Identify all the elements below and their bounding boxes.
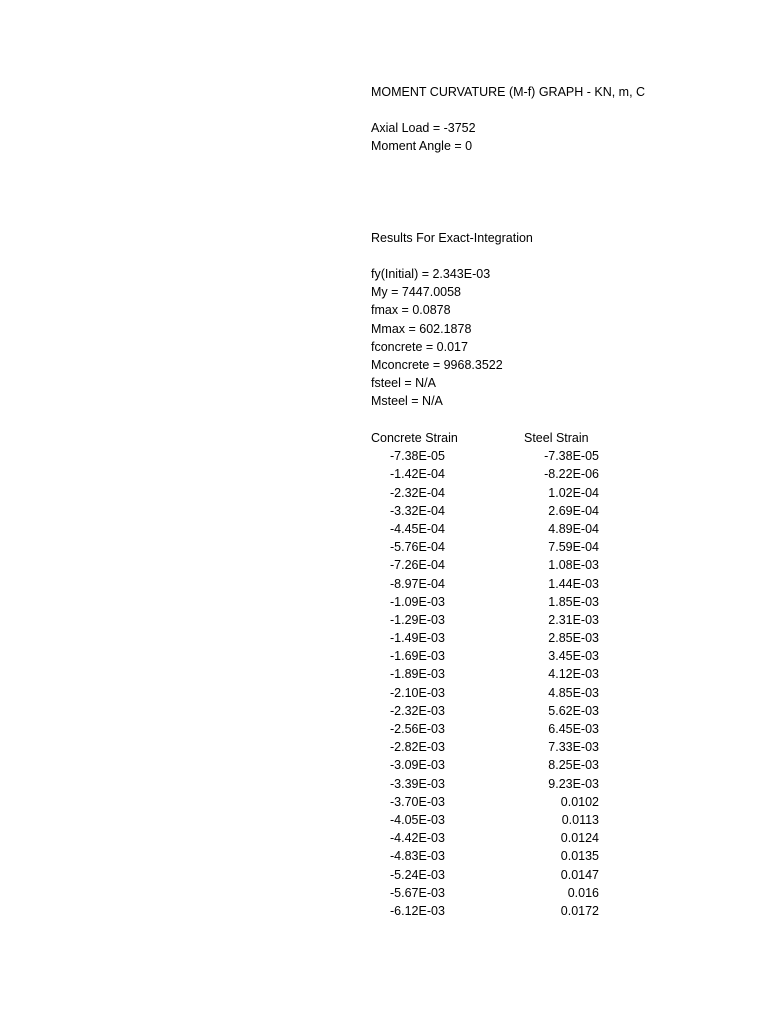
concrete-strain-cell: -3.70E-03	[390, 794, 445, 809]
steel-strain-cell: -7.38E-05	[544, 449, 599, 464]
axial-load-text: Axial Load = -3752	[371, 121, 476, 135]
concrete-strain-cell: -2.32E-04	[390, 485, 445, 500]
concrete-strain-cell: -5.67E-03	[390, 885, 445, 900]
steel-strain-cell: 5.62E-03	[548, 703, 599, 718]
concrete-strain-cell: -2.82E-03	[390, 740, 445, 755]
steel-strain-cell: 8.25E-03	[548, 758, 599, 773]
steel-strain-cell: 0.0113	[561, 812, 599, 827]
result-line-fconcrete: fconcrete = 0.017	[371, 339, 468, 354]
steel-strain-cell: 4.85E-03	[548, 685, 599, 700]
steel-strain-header: Steel Strain	[524, 431, 589, 445]
table-row	[371, 465, 611, 483]
concrete-strain-cell: -3.39E-03	[390, 776, 445, 791]
strain-table-body	[371, 447, 611, 920]
strain-table	[371, 429, 611, 920]
table-row	[371, 884, 611, 902]
table-row	[371, 684, 611, 702]
concrete-strain-cell: -1.89E-03	[390, 667, 445, 682]
table-row	[371, 520, 611, 538]
steel-strain-cell: 0.0147	[560, 867, 599, 882]
concrete-strain-cell: -2.32E-03	[390, 703, 445, 718]
steel-strain-cell: 0.0102	[560, 794, 599, 809]
page-title: MOMENT CURVATURE (M-f) GRAPH - KN, m, C	[371, 85, 646, 99]
results-summary	[371, 265, 503, 411]
concrete-strain-cell: -4.05E-03	[390, 812, 445, 827]
concrete-strain-cell: -5.76E-04	[390, 540, 445, 555]
result-line-msteel: Msteel = N/A	[371, 394, 443, 409]
result-line-fmax: fmax = 0.0878	[371, 303, 451, 318]
steel-strain-cell: 2.85E-03	[548, 631, 599, 646]
result-line-mmax: Mmax = 602.1878	[371, 321, 472, 336]
steel-strain-cell: 4.89E-04	[548, 521, 599, 536]
results-heading: Results For Exact-Integration	[371, 231, 533, 245]
concrete-strain-cell: -1.09E-03	[390, 594, 445, 609]
result-line-my: My = 7447.0058	[371, 285, 461, 300]
steel-strain-cell: 4.12E-03	[548, 667, 599, 682]
table-row	[371, 629, 611, 647]
concrete-strain-cell: -2.10E-03	[390, 685, 445, 700]
concrete-strain-cell: -6.12E-03	[390, 903, 445, 918]
load-section	[371, 119, 476, 155]
concrete-strain-cell: -1.29E-03	[390, 612, 445, 627]
table-row	[371, 847, 611, 865]
strain-table-header	[371, 429, 611, 447]
steel-strain-cell: 0.0135	[560, 849, 599, 864]
concrete-strain-cell: -7.26E-04	[390, 558, 445, 573]
concrete-strain-cell: -5.24E-03	[390, 867, 445, 882]
concrete-strain-cell: -8.97E-04	[390, 576, 445, 591]
concrete-strain-cell: -1.42E-04	[390, 467, 445, 482]
table-row	[371, 447, 611, 465]
steel-strain-cell: 1.85E-03	[548, 594, 599, 609]
steel-strain-cell: 1.08E-03	[548, 558, 599, 573]
steel-strain-cell: 6.45E-03	[548, 722, 599, 736]
concrete-strain-cell: -1.49E-03	[390, 631, 445, 646]
concrete-strain-cell: -4.83E-03	[390, 849, 445, 864]
concrete-strain-cell: -4.45E-04	[390, 521, 445, 536]
concrete-strain-cell: -4.42E-03	[390, 831, 445, 846]
table-row	[371, 811, 611, 829]
table-row	[371, 556, 611, 574]
table-row	[371, 611, 611, 629]
result-line-fy-initial: fy(Initial) = 2.343E-03	[371, 267, 491, 281]
table-row	[371, 829, 611, 847]
table-row	[371, 738, 611, 756]
table-row	[371, 575, 611, 593]
table-row	[371, 702, 611, 720]
table-row	[371, 484, 611, 502]
steel-strain-cell: 2.31E-03	[548, 612, 599, 627]
concrete-strain-cell: -3.09E-03	[390, 758, 445, 773]
steel-strain-cell: 1.44E-03	[548, 576, 599, 591]
result-line-mconcrete: Mconcrete = 9968.3522	[371, 357, 503, 372]
steel-strain-cell: 7.33E-03	[548, 740, 599, 755]
moment-angle-text: Moment Angle = 0	[371, 139, 473, 154]
steel-strain-cell: 9.23E-03	[548, 776, 599, 791]
table-row	[371, 593, 611, 611]
steel-strain-cell: 0.0124	[560, 831, 599, 846]
steel-strain-cell: 1.02E-04	[548, 485, 599, 500]
table-row	[371, 502, 611, 520]
results-heading-section	[371, 229, 533, 247]
table-row	[371, 775, 611, 793]
table-row	[371, 756, 611, 774]
concrete-strain-cell: -7.38E-05	[390, 449, 445, 464]
table-row	[371, 720, 611, 738]
steel-strain-cell: -8.22E-06	[544, 467, 599, 482]
steel-strain-cell: 0.016	[567, 885, 599, 900]
steel-strain-cell: 0.0172	[560, 903, 599, 918]
steel-strain-cell: 2.69E-04	[548, 503, 599, 518]
table-row	[371, 902, 611, 920]
table-row	[371, 665, 611, 683]
concrete-strain-cell: -3.32E-04	[390, 503, 445, 518]
concrete-strain-cell: -1.69E-03	[390, 649, 445, 664]
concrete-strain-header: Concrete Strain	[371, 431, 458, 445]
result-line-fsteel: fsteel = N/A	[371, 376, 436, 391]
title-section	[371, 83, 645, 101]
steel-strain-cell: 3.45E-03	[548, 649, 599, 664]
table-row	[371, 793, 611, 811]
table-row	[371, 866, 611, 884]
table-row	[371, 647, 611, 665]
table-row	[371, 538, 611, 556]
concrete-strain-cell: -2.56E-03	[390, 722, 445, 736]
steel-strain-cell: 7.59E-04	[548, 540, 599, 555]
